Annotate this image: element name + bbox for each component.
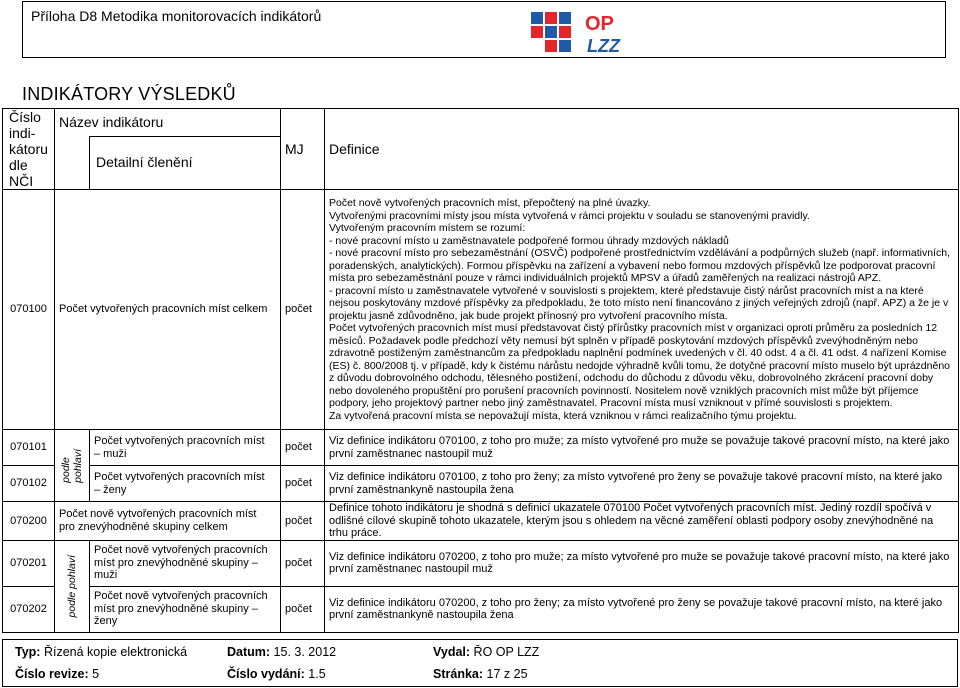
section-title: INDIKÁTORY VÝSLEDKŮ: [22, 84, 236, 104]
table-row: [3, 586, 959, 632]
footer-vydani: Číslo vydání: 1.5: [227, 667, 326, 681]
table-row: [3, 502, 959, 541]
indicator-code: 070201: [3, 540, 55, 586]
document-title: Příloha D8 Metodika monitorovacích indikátorů: [31, 8, 322, 24]
indicator-detail: Počet vytvořených pracovních míst – muži: [90, 430, 281, 466]
indicator-unit: počet: [281, 540, 325, 586]
indicator-table: [2, 108, 959, 633]
indicator-definition: Počet nově vytvořených pracovních míst, přepočtený na plné úvazky. Vytvořenými pracovními místy jsou místa vytvořená v rámci projektu v souladu se stanovenými pravidly. Vytvořeným pracovním místem se rozumí: - nové pracovní místo u zaměstnavatele podpořené formou úhrady mzdových nákladů - nové pracovní místo pro sebezaměstnání (OSVČ) podpořené prostřednictvím vzdělávání a podpůrných služeb (např. informativních, poradenských, analytických). Formou příspěvku na zařízení a vybavení nebo formou mzdových příspěvků lze podporovat pracovní místa pro sebezaměstnání pouze v rámci individuálních projektů MPSV a úřadů zaměřených na realizaci nástrojů APZ. - pracovní místo u zaměstnavatele vytvořené v souvislosti s projektem, které představuje čistý nárůst pracovních míst a na které nejsou poskytovány mzdové příspěvky za předpokladu, že toto místo není financováno z jiných veřejných zdrojů (např. APZ) a že je v projektu jasně zdůvodněno, jak bude projekt přínosný pro vytvoření pracovního místa. Počet vytvořených pracovních míst musí představovat čistý přírůstky pracovních míst v organizaci oproti průměru za posledních 12 měsíců. Požadavek podle předchozí věty nemusí být splněn v případě poskytování mzdových příspěvků zvevýhodněným nebo zdravotně postiženým zaměstnancům za předpokladu naplnění podmínek uvedených v čl. 40 odst. 4 a čl. 41 odst. 4 nařízení Komise (ES) č. 800/2008 tj. v případě, kdy k čistému nárůstu nedojde výhradně kvůli tomu, že dotyčné pracovní místo muselo být uprázdněno z důvodu dobrovolného odchodu, tělesného postižení, odchodu do důchodu z důvodu věku, dobrovolného zkrácení pracovní doby nebo dovoleného propuštění pro porušení pracovních povinností. Nositelem nově vzniklých pracovních míst může být příjemce podpory, jeho projektový partner nebo jiný zaměstnavatel. Pracovní místa musí vzniknout v přímé souvislosti s projektem. Za vytvořená pracovní místa se nepovažují místa, která vzniknou v rámci realizačního týmu projektu.: [325, 190, 959, 430]
footer-datum: Datum: 15. 3. 2012: [227, 645, 337, 659]
logo-text-lzz: LZZ: [587, 36, 620, 56]
col-header-name: Název indikátoru: [55, 109, 281, 137]
indicator-code: 070102: [3, 466, 55, 502]
document-footer: [2, 639, 958, 687]
col-header-code: Číslo indi- kátoru dle NČI: [3, 109, 55, 190]
indicator-definition: Viz definice indikátoru 070200, z toho pro muže; za místo vytvořené pro muže se považuje takové pracovní místo, na které jako první zaměstnanec nastoupil muž: [325, 540, 959, 586]
col-header-definition: Definice: [325, 109, 959, 190]
indicator-unit: počet: [281, 586, 325, 632]
col-header-unit: MJ: [281, 109, 325, 190]
group-label-gender: podle pohlaví: [55, 430, 90, 502]
col-header-detail: Detailní členění: [90, 136, 281, 189]
indicator-definition: Viz definice indikátoru 070100, z toho pro muže; za místo vytvořené pro muže se považuje takové pracovní místo, na které jako první zaměstnanec nastoupil muž: [325, 430, 959, 466]
indicator-code: 070200: [3, 502, 55, 541]
indicator-unit: počet: [281, 466, 325, 502]
logo-text-op: OP: [585, 13, 614, 35]
indicator-definition: Definice tohoto indikátoru je shodná s definicí ukazatele 070100 Počet vytvořených pracovních míst. Jediný rozdíl spočívá v odlišné cílové skupině tohoto ukazatele, kterým jsou s ohledem na věcné zaměření oblasti podpory osoby znevýhodněné na trhu práce.: [325, 502, 959, 541]
indicator-unit: počet: [281, 502, 325, 541]
indicator-definition: Viz definice indikátoru 070100, z toho pro ženy; za místo vytvořené pro ženy se považuje takové pracovní místo, na které jako první zaměstnankyně nastoupila žena: [325, 466, 959, 502]
indicator-definition: Viz definice indikátoru 070200, z toho pro ženy; za místo vytvořené pro ženy se považuje takové pracovní místo, na které jako první zaměstnankyně nastoupila žena: [325, 586, 959, 632]
indicator-code: 070202: [3, 586, 55, 632]
indicator-unit: počet: [281, 190, 325, 430]
document-header: [22, 1, 946, 58]
puzzle-icon: [531, 12, 571, 52]
indicator-detail: Počet nově vytvořených pracovních míst pro znevýhodněné skupiny – ženy: [90, 586, 281, 632]
table-row: [3, 190, 959, 430]
footer-vydal: Vydal: ŘO OP LZZ: [433, 645, 540, 659]
footer-stranka: Stránka: 17 z 25: [433, 667, 528, 681]
table-row: [3, 466, 959, 502]
table-header-row-1: [3, 109, 959, 137]
indicator-detail: Počet vytvořených pracovních míst – ženy: [90, 466, 281, 502]
table-row: [3, 540, 959, 586]
footer-typ: Typ: Řízená kopie elektronická: [15, 645, 188, 659]
op-lzz-logo: [529, 8, 641, 56]
table-row: [3, 430, 959, 466]
group-label-gender: podle pohlaví: [55, 540, 90, 632]
footer-revize: Číslo revize: 5: [15, 667, 100, 681]
indicator-code: 070101: [3, 430, 55, 466]
indicator-unit: počet: [281, 430, 325, 466]
indicator-code: 070100: [3, 190, 55, 430]
indicator-name: Počet vytvořených pracovních míst celkem: [55, 190, 281, 430]
indicator-name: Počet nově vytvořených pracovních míst pro znevýhodněné skupiny celkem: [55, 502, 281, 541]
indicator-detail: Počet nově vytvořených pracovních míst pro znevýhodněné skupiny – muži: [90, 540, 281, 586]
